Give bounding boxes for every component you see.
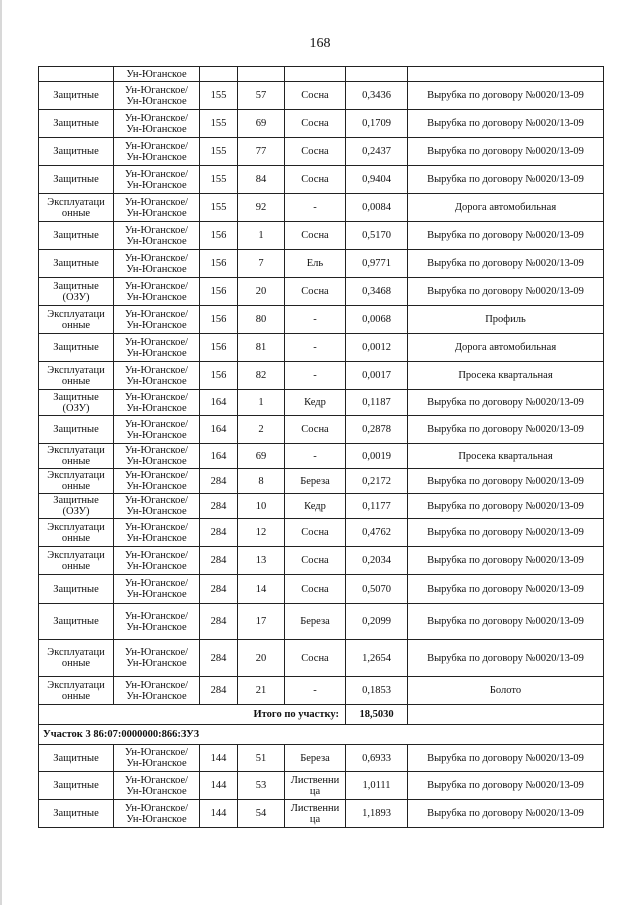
cell-note: Вырубка по договору №0020/13-09: [408, 250, 604, 278]
cell-block: 155: [200, 166, 238, 194]
cell-area: 0,1853: [346, 677, 408, 705]
cell-category: Защитные: [39, 110, 114, 138]
cell-block: 156: [200, 334, 238, 362]
cell-species: Ель: [285, 250, 346, 278]
cell-plot: 7: [238, 250, 285, 278]
cell-note: Профиль: [408, 306, 604, 334]
cell-note: Вырубка по договору №0020/13-09: [408, 519, 604, 547]
table-row: [39, 82, 604, 110]
cell-plot: 20: [238, 640, 285, 677]
cell-species: Кедр: [285, 390, 346, 416]
cell-note: Просека квартальная: [408, 444, 604, 469]
cell-area: 0,0019: [346, 444, 408, 469]
table-row: [39, 334, 604, 362]
cell-note: Вырубка по договору №0020/13-09: [408, 222, 604, 250]
cell-forestry: Ун-Юганское: [114, 67, 200, 82]
cell-plot: 77: [238, 138, 285, 166]
cell-block: 155: [200, 110, 238, 138]
cell-plot: 82: [238, 362, 285, 390]
table-row: [39, 547, 604, 575]
cell-block: 164: [200, 390, 238, 416]
cell-area: 0,0084: [346, 194, 408, 222]
scan-edge: [0, 0, 2, 905]
cell-block: 155: [200, 194, 238, 222]
summary-row: [39, 705, 604, 725]
cell-species: Сосна: [285, 416, 346, 444]
cell-species: [285, 67, 346, 82]
table-row: [39, 469, 604, 494]
cell-category: Эксплуатаци онные: [39, 306, 114, 334]
cell-plot: 1: [238, 390, 285, 416]
cell-species: Сосна: [285, 547, 346, 575]
cell-area: 1,0111: [346, 772, 408, 800]
cell-species: Сосна: [285, 82, 346, 110]
table-row: [39, 416, 604, 444]
cell-category: Защитные: [39, 416, 114, 444]
table-row: [39, 519, 604, 547]
table-row: [39, 278, 604, 306]
cell-block: 156: [200, 306, 238, 334]
cell-forestry: Ун-Юганское/ Ун-Юганское: [114, 222, 200, 250]
cell-plot: 12: [238, 519, 285, 547]
cell-category: Защитные: [39, 82, 114, 110]
cell-forestry: Ун-Юганское/ Ун-Юганское: [114, 250, 200, 278]
cell-species: Сосна: [285, 166, 346, 194]
cell-species: Сосна: [285, 278, 346, 306]
cell-block: 156: [200, 250, 238, 278]
cell-area: 0,5070: [346, 575, 408, 604]
cell-plot: 21: [238, 677, 285, 705]
cell-category: Эксплуатаци онные: [39, 640, 114, 677]
cell-note: Просека квартальная: [408, 362, 604, 390]
cell-plot: 1: [238, 222, 285, 250]
summary-value: 18,5030: [346, 705, 408, 725]
cell-area: 0,4762: [346, 519, 408, 547]
cell-note: Вырубка по договору №0020/13-09: [408, 166, 604, 194]
cell-area: 0,1177: [346, 494, 408, 519]
cell-forestry: Ун-Юганское/ Ун-Юганское: [114, 772, 200, 800]
cell-species: Кедр: [285, 494, 346, 519]
cell-plot: 92: [238, 194, 285, 222]
cell-species: Береза: [285, 604, 346, 640]
cell-plot: [238, 67, 285, 82]
cell-note: Вырубка по договору №0020/13-09: [408, 494, 604, 519]
cell-forestry: Ун-Юганское/ Ун-Юганское: [114, 519, 200, 547]
cell-block: 284: [200, 604, 238, 640]
cell-forestry: Ун-Юганское/ Ун-Юганское: [114, 194, 200, 222]
cell-plot: 10: [238, 494, 285, 519]
cell-forestry: Ун-Юганское/ Ун-Юганское: [114, 444, 200, 469]
cell-note: [408, 67, 604, 82]
cell-species: Лиственни ца: [285, 772, 346, 800]
cell-area: 0,9771: [346, 250, 408, 278]
cell-area: 0,6933: [346, 745, 408, 772]
cell-species: -: [285, 194, 346, 222]
cell-category: Эксплуатаци онные: [39, 547, 114, 575]
allotment-table: [38, 66, 604, 828]
cell-category: Защитные: [39, 575, 114, 604]
cell-category: Эксплуатаци онные: [39, 469, 114, 494]
cell-category: Эксплуатаци онные: [39, 362, 114, 390]
cell-area: 0,2172: [346, 469, 408, 494]
cell-area: 1,2654: [346, 640, 408, 677]
cell-note: Вырубка по договору №0020/13-09: [408, 469, 604, 494]
cell-note: Вырубка по договору №0020/13-09: [408, 575, 604, 604]
cell-category: Защитные: [39, 800, 114, 828]
cell-species: Сосна: [285, 575, 346, 604]
cell-category: Эксплуатаци онные: [39, 677, 114, 705]
cell-forestry: Ун-Юганское/ Ун-Юганское: [114, 575, 200, 604]
cell-forestry: Ун-Юганское/ Ун-Юганское: [114, 547, 200, 575]
cell-forestry: Ун-Юганское/ Ун-Юганское: [114, 166, 200, 194]
cell-forestry: Ун-Юганское/ Ун-Юганское: [114, 362, 200, 390]
cell-note: Вырубка по договору №0020/13-09: [408, 110, 604, 138]
cell-category: Защитные (ОЗУ): [39, 390, 114, 416]
cell-area: 0,1709: [346, 110, 408, 138]
cell-forestry: Ун-Юганское/ Ун-Юганское: [114, 110, 200, 138]
cell-block: 284: [200, 547, 238, 575]
cell-species: -: [285, 334, 346, 362]
cell-area: 0,0068: [346, 306, 408, 334]
cell-plot: 69: [238, 110, 285, 138]
cell-species: -: [285, 444, 346, 469]
cell-area: 0,1187: [346, 390, 408, 416]
cell-species: Береза: [285, 469, 346, 494]
table-row: [39, 222, 604, 250]
cell-block: 144: [200, 745, 238, 772]
table-row: [39, 640, 604, 677]
cell-forestry: Ун-Юганское/ Ун-Юганское: [114, 390, 200, 416]
cell-category: [39, 67, 114, 82]
cell-category: Эксплуатаци онные: [39, 519, 114, 547]
cell-forestry: Ун-Юганское/ Ун-Юганское: [114, 416, 200, 444]
table-row: [39, 110, 604, 138]
table-row: [39, 138, 604, 166]
cell-block: 284: [200, 494, 238, 519]
cell-species: -: [285, 362, 346, 390]
section-header-row: [39, 725, 604, 745]
cell-block: 144: [200, 800, 238, 828]
cell-area: 0,2034: [346, 547, 408, 575]
cell-species: Сосна: [285, 222, 346, 250]
cell-note: Вырубка по договору №0020/13-09: [408, 640, 604, 677]
table-row: [39, 604, 604, 640]
table-row: [39, 800, 604, 828]
page-number: 168: [309, 36, 331, 51]
cell-note: [408, 705, 604, 725]
cell-block: 156: [200, 222, 238, 250]
cell-block: 155: [200, 138, 238, 166]
cell-category: Защитные: [39, 334, 114, 362]
cell-forestry: Ун-Юганское/ Ун-Юганское: [114, 800, 200, 828]
cell-plot: 13: [238, 547, 285, 575]
table-row: [39, 362, 604, 390]
cell-block: 156: [200, 278, 238, 306]
cell-note: Вырубка по договору №0020/13-09: [408, 604, 604, 640]
cell-note: Вырубка по договору №0020/13-09: [408, 138, 604, 166]
cell-note: Вырубка по договору №0020/13-09: [408, 390, 604, 416]
cell-species: Сосна: [285, 110, 346, 138]
table-row: [39, 677, 604, 705]
cell-category: Защитные: [39, 166, 114, 194]
cell-plot: 17: [238, 604, 285, 640]
cell-note: Вырубка по договору №0020/13-09: [408, 772, 604, 800]
cell-area: 0,2099: [346, 604, 408, 640]
cell-note: Вырубка по договору №0020/13-09: [408, 416, 604, 444]
cell-species: Сосна: [285, 138, 346, 166]
table-row: [39, 390, 604, 416]
cell-plot: 51: [238, 745, 285, 772]
cell-note: Вырубка по договору №0020/13-09: [408, 547, 604, 575]
cell-block: 164: [200, 416, 238, 444]
cell-forestry: Ун-Юганское/ Ун-Юганское: [114, 494, 200, 519]
cell-note: Дорога автомобильная: [408, 194, 604, 222]
cell-species: -: [285, 306, 346, 334]
cell-species: -: [285, 677, 346, 705]
cell-category: Защитные (ОЗУ): [39, 494, 114, 519]
cell-forestry: Ун-Юганское/ Ун-Юганское: [114, 82, 200, 110]
cell-forestry: Ун-Юганское/ Ун-Юганское: [114, 677, 200, 705]
cell-forestry: Ун-Юганское/ Ун-Юганское: [114, 640, 200, 677]
cell-species: Сосна: [285, 519, 346, 547]
cell-category: Защитные: [39, 222, 114, 250]
cell-species: Береза: [285, 745, 346, 772]
cell-note: Болото: [408, 677, 604, 705]
cell-species: Сосна: [285, 640, 346, 677]
section-title: Участок 3 86:07:0000000:866:ЗУ3: [39, 725, 604, 745]
cell-note: Вырубка по договору №0020/13-09: [408, 800, 604, 828]
cell-category: Защитные: [39, 745, 114, 772]
cell-forestry: Ун-Юганское/ Ун-Юганское: [114, 306, 200, 334]
table-row: [39, 194, 604, 222]
cell-category: Защитные: [39, 138, 114, 166]
cell-area: 0,5170: [346, 222, 408, 250]
table-row: [39, 306, 604, 334]
cell-category: Защитные: [39, 604, 114, 640]
cell-category: Эксплуатаци онные: [39, 194, 114, 222]
summary-label: Итого по участку:: [39, 705, 346, 725]
cell-note: Вырубка по договору №0020/13-09: [408, 82, 604, 110]
cell-block: 155: [200, 82, 238, 110]
cell-category: Защитные (ОЗУ): [39, 278, 114, 306]
cell-block: 284: [200, 640, 238, 677]
table-row: [39, 166, 604, 194]
cell-plot: 69: [238, 444, 285, 469]
cell-plot: 54: [238, 800, 285, 828]
cell-forestry: Ун-Юганское/ Ун-Юганское: [114, 334, 200, 362]
cell-block: 284: [200, 519, 238, 547]
cell-plot: 84: [238, 166, 285, 194]
cell-category: Эксплуатаци онные: [39, 444, 114, 469]
cell-area: 0,3468: [346, 278, 408, 306]
cell-plot: 2: [238, 416, 285, 444]
cell-area: 1,1893: [346, 800, 408, 828]
cell-forestry: Ун-Юганское/ Ун-Юганское: [114, 138, 200, 166]
cell-block: 284: [200, 677, 238, 705]
cell-note: Вырубка по договору №0020/13-09: [408, 745, 604, 772]
cell-plot: 80: [238, 306, 285, 334]
cell-area: 0,9404: [346, 166, 408, 194]
cell-note: Дорога автомобильная: [408, 334, 604, 362]
cell-area: 0,3436: [346, 82, 408, 110]
cell-plot: 81: [238, 334, 285, 362]
cell-block: [200, 67, 238, 82]
table-row: [39, 494, 604, 519]
cell-area: 0,0017: [346, 362, 408, 390]
table-row: [39, 745, 604, 772]
cell-forestry: Ун-Юганское/ Ун-Юганское: [114, 604, 200, 640]
cell-note: Вырубка по договору №0020/13-09: [408, 278, 604, 306]
cell-block: 284: [200, 575, 238, 604]
cell-block: 284: [200, 469, 238, 494]
table-row: [39, 772, 604, 800]
table-row-continued: [39, 67, 604, 82]
cell-forestry: Ун-Юганское/ Ун-Юганское: [114, 469, 200, 494]
cell-block: 156: [200, 362, 238, 390]
cell-plot: 57: [238, 82, 285, 110]
table-row: [39, 444, 604, 469]
cell-area: 0,0012: [346, 334, 408, 362]
table-row: [39, 575, 604, 604]
cell-plot: 8: [238, 469, 285, 494]
cell-species: Лиственни ца: [285, 800, 346, 828]
cell-plot: 20: [238, 278, 285, 306]
cell-category: Защитные: [39, 250, 114, 278]
cell-area: 0,2437: [346, 138, 408, 166]
cell-forestry: Ун-Юганское/ Ун-Юганское: [114, 278, 200, 306]
cell-plot: 14: [238, 575, 285, 604]
cell-category: Защитные: [39, 772, 114, 800]
table-row: [39, 250, 604, 278]
cell-area: 0,2878: [346, 416, 408, 444]
cell-block: 144: [200, 772, 238, 800]
cell-area: [346, 67, 408, 82]
cell-plot: 53: [238, 772, 285, 800]
cell-block: 164: [200, 444, 238, 469]
cell-forestry: Ун-Юганское/ Ун-Юганское: [114, 745, 200, 772]
